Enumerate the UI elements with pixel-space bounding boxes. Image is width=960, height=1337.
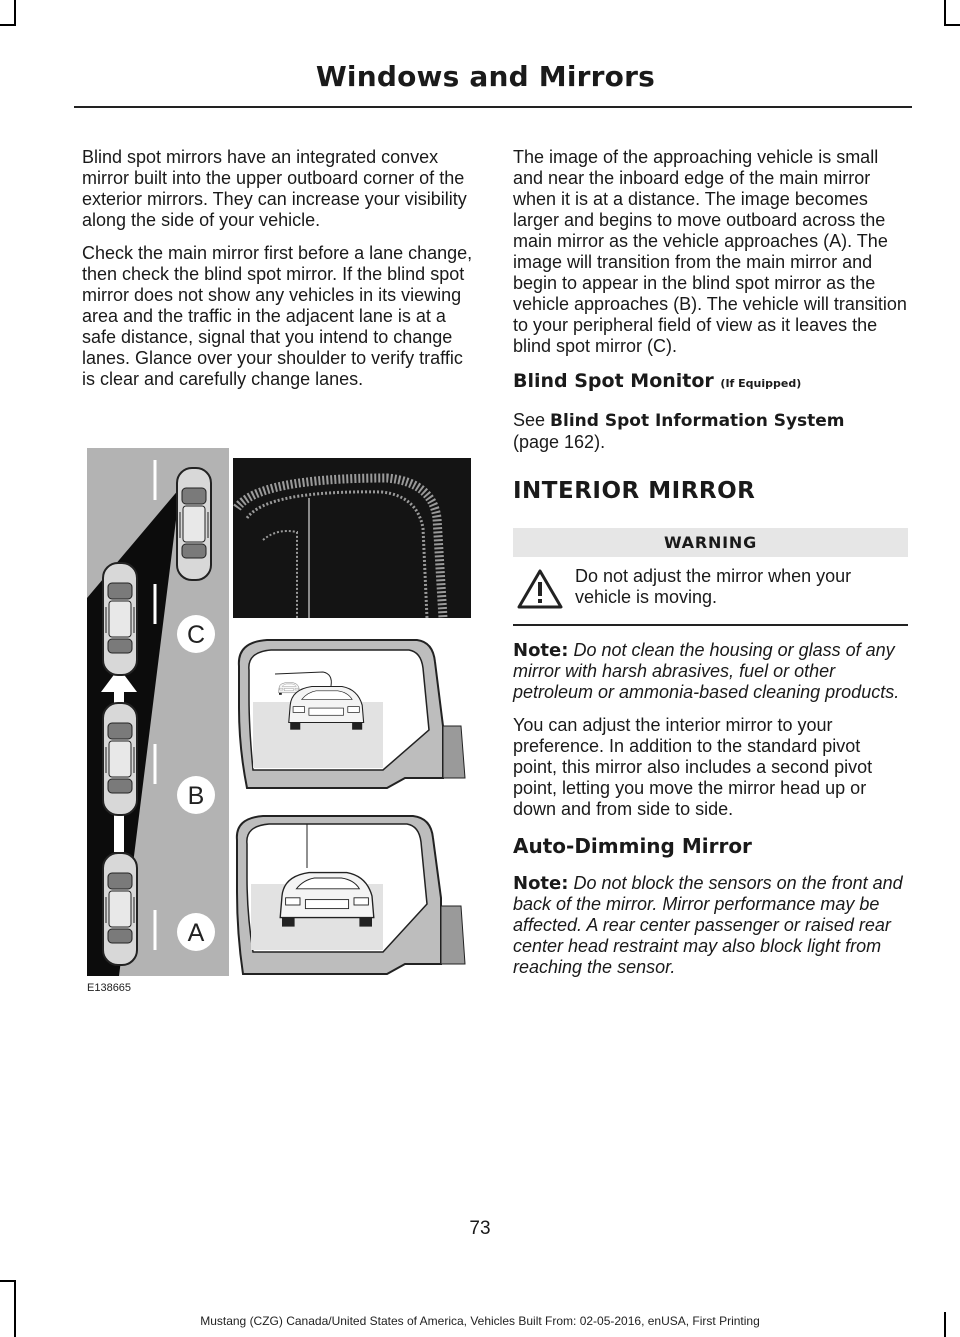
warning-text: Do not adjust the mirror when your vehicle is moving.: [575, 566, 852, 607]
auto-dimming-heading: Auto-Dimming Mirror: [513, 834, 752, 858]
header-divider: [74, 106, 912, 108]
warning-triangle-icon: [517, 568, 563, 610]
intro-paragraph: Blind spot mirrors have an integrated convex mirror built into the upper outboard corner of the exterior mirrors. They can increase your visibility along the side of your vehicle.: [82, 147, 467, 230]
warning-header: WARNING: [513, 528, 908, 557]
see-reference: [513, 410, 908, 453]
note-label: Note:: [513, 873, 569, 894]
interior-mirror-heading: INTERIOR MIRROR: [513, 478, 756, 504]
label-a-marker: [177, 913, 215, 951]
note-sensors-text: Do not block the sensors on the front and back of the mirror. Mirror performance may be affected. A rear center passenger or raised rear center head restraint may also block light from reaching the sensor.: [513, 873, 903, 977]
crop-mark: [944, 0, 946, 24]
blind-spot-monitor-heading: [513, 371, 908, 394]
crop-mark: [944, 24, 960, 26]
if-equipped-qualifier: (If Equipped): [720, 377, 802, 390]
note-cleaning: [513, 640, 908, 703]
mirror-a: [237, 816, 465, 974]
mirror-b: [239, 640, 465, 788]
blind-spot-monitor-title: Blind Spot Monitor: [513, 370, 714, 392]
right-column: [513, 147, 908, 990]
see-prefix: See: [513, 410, 546, 430]
warning-box: [513, 528, 908, 626]
page-number: 73: [469, 1218, 491, 1239]
crop-mark: [14, 0, 16, 24]
figure-label-c: C: [186, 621, 206, 649]
crop-mark: [0, 1280, 16, 1282]
page-footer: Mustang (CZG) Canada/United States of America, Vehicles Built From: 02-05-2016, enUSA, First Printing: [200, 1314, 760, 1328]
crop-mark: [0, 24, 16, 26]
approach-paragraph: The image of the approaching vehicle is small and near the inboard edge of the main mirror when it is at a distance. The image becomes larger and begins to move outboard across the main mirror as the vehicle approaches (A). The image will transition from the main mirror and begin to appear in the blind spot mirror as the vehicle approaches (B). The vehicle will transition to your peripheral field of view as it leaves the blind spot mirror (C).: [513, 147, 907, 356]
label-b-marker: [177, 776, 215, 814]
blind-spot-mirror-illustration: [87, 448, 473, 1000]
note-cleaning-text: Do not clean the housing or glass of any mirror with harsh abrasives, fuel or other petroleum or ammonia-based cleaning products.: [513, 640, 900, 702]
figure-id: E138665: [87, 982, 132, 994]
note-label: Note:: [513, 640, 569, 661]
label-c-marker: [177, 615, 215, 653]
crop-mark: [14, 1280, 16, 1337]
warning-body: [513, 557, 908, 626]
figure-label-b: B: [187, 782, 205, 810]
page-header-title: Windows and Mirrors: [315, 60, 655, 93]
adjust-paragraph: You can adjust the interior mirror to your preference. In addition to the standard pivot point, this mirror also includes a second pivot point, letting you move the mirror head up or down and from side to side.: [513, 715, 873, 819]
see-page-ref: (page 162).: [513, 432, 606, 452]
figure-label-a: A: [187, 919, 205, 947]
lane-change-paragraph: Check the main mirror first before a lane change, then check the blind spot mirror. If the blind spot mirror does not show any vehicles in its viewing area and the traffic in the adjacent lane is at a safe distance, signal that you intend to change lanes. Glance over your shoulder to verify traffic is clear and carefully change lanes.: [82, 243, 473, 389]
note-sensors: [513, 873, 908, 978]
blind-spot-info-system-link[interactable]: Blind Spot Information System: [550, 411, 845, 431]
left-column: [82, 147, 477, 402]
